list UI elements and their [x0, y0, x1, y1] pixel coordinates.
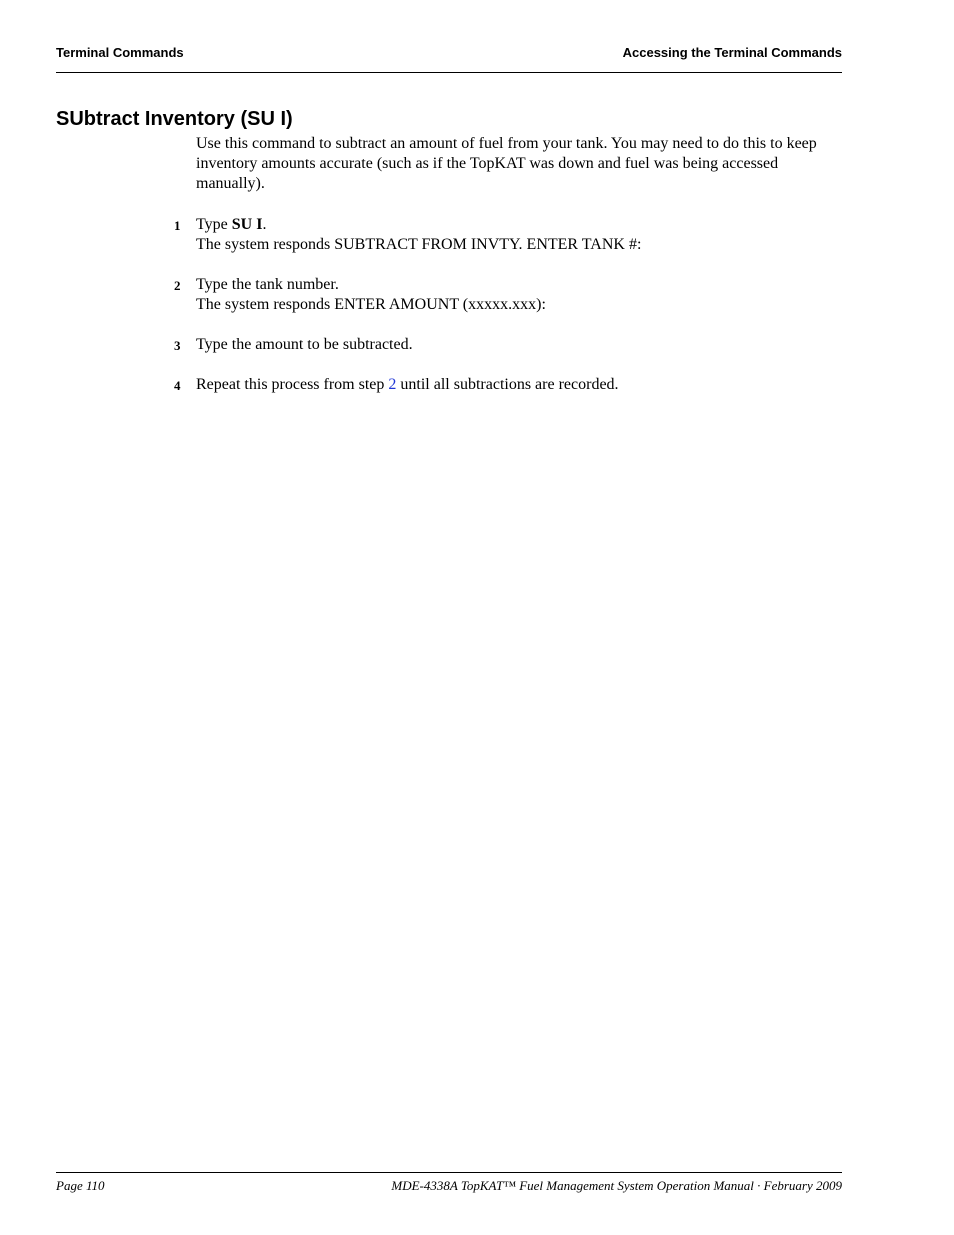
section-title: SUbtract Inventory (SU I) [56, 108, 293, 130]
step-text-end: until all subtractions are recorded. [396, 376, 619, 393]
step-instruction [196, 375, 836, 395]
intro-paragraph: Use this command to subtract an amount of fuel from your tank. You may need to do this to keep inventory amounts accurate (such as if the TopKAT was down and fuel was being accessed manually). [196, 135, 817, 192]
step-2 [0, 275, 954, 315]
step-number: 4 [174, 378, 181, 393]
page-number: Page 110 [56, 1178, 105, 1193]
header-section-title: Accessing the Terminal Commands [622, 45, 842, 60]
step-instruction [196, 215, 836, 235]
system-response: The system responds ENTER AMOUNT (xxxxx.xxx): [196, 296, 546, 313]
step-instruction: Type the amount to be subtracted. [196, 336, 413, 353]
step-number: 3 [174, 338, 181, 353]
page-footer [56, 1172, 842, 1193]
step-number: 2 [174, 278, 181, 293]
step-1 [0, 215, 954, 255]
document-title: MDE-4338A TopKAT™ Fuel Management System Operation Manual · February 2009 [391, 1178, 842, 1193]
step-body [196, 275, 836, 315]
step-text: Repeat this process from step [196, 376, 389, 393]
step-2-link[interactable]: 2 [388, 376, 397, 393]
steps-list [0, 215, 954, 415]
step-text-end: . [262, 216, 267, 233]
step-4 [0, 375, 954, 395]
step-number: 1 [174, 218, 181, 233]
system-response: The system responds SUBTRACT FROM INVTY. ENTER TANK #: [196, 236, 642, 253]
command-text: SU I [231, 216, 263, 233]
step-text: Type [196, 216, 232, 233]
step-3 [0, 335, 954, 355]
page-header [56, 44, 842, 73]
step-body [196, 215, 836, 255]
step-instruction: Type the tank number. [196, 276, 339, 293]
header-chapter-title: Terminal Commands [56, 45, 184, 60]
step-body [196, 375, 836, 395]
step-body [196, 335, 836, 355]
